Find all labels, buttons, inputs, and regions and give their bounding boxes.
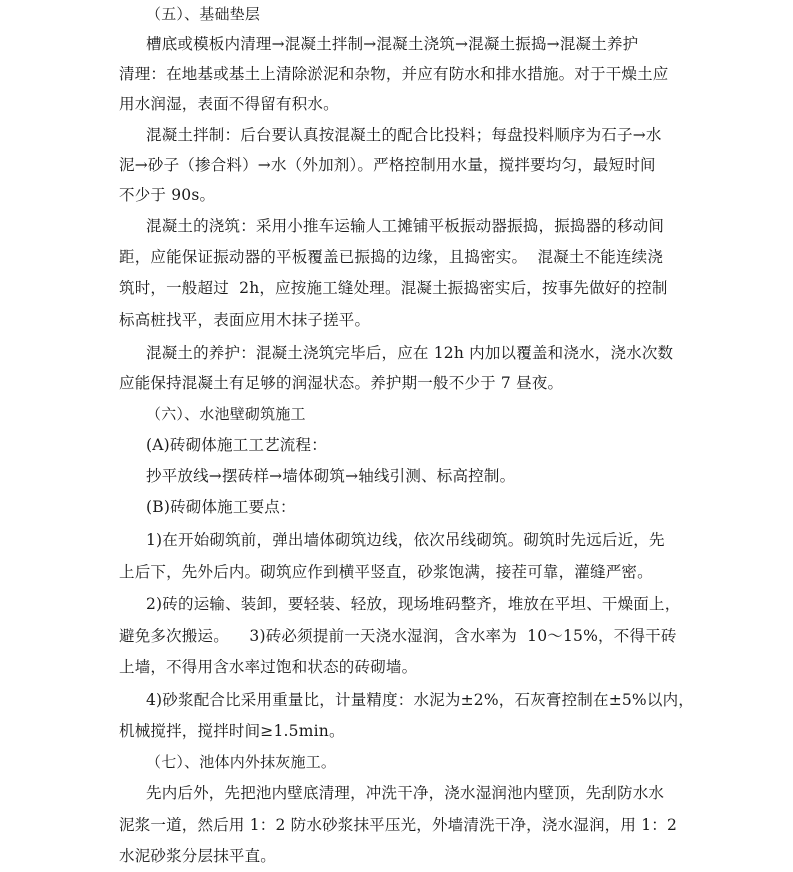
section-heading-5: （五）、基础垫层 (146, 5, 261, 23)
brick-process-title: (A)砖砌体施工工艺流程： (146, 436, 327, 454)
pouring-text-line-2: 距，应能保证振动器的平板覆盖已振捣的边缘，且捣密实。 混凝土不能连续浇 (119, 248, 664, 266)
plaster-text-line-1: 先内后外，先把池内壁底清理，冲洗干净，浇水湿润池内壁顶，先刮防水水 (146, 784, 665, 802)
point-2-line-2: 避免多次搬运。 3)砖必须提前一天浇水湿润，含水率为 10～15%，不得干砖 (119, 627, 677, 645)
process-flow-line: 槽底或模板内清理→混凝土拌制→混凝土浇筑→混凝土振捣→混凝土养护 (146, 35, 639, 53)
pouring-text-line-4: 标高桩找平，表面应用木抹子搓平。 (119, 311, 371, 329)
point-4-line-2: 机械搅拌，搅拌时间≥1.5min。 (119, 722, 345, 740)
mixing-text-line-2: 泥→砂子（掺合料）→水（外加剂）。严格控制用水量，搅拌要均匀，最短时间 (119, 156, 656, 174)
brick-points-title: (B)砖砌体施工要点： (146, 498, 296, 516)
curing-text-line-2: 应能保持混凝土有足够的润湿状态。养护期一般不少于 7 昼夜。 (119, 374, 564, 392)
pouring-text-line-1: 混凝土的浇筑：采用小推车运输人工摊铺平板振动器振捣，振捣器的移动间 (146, 217, 665, 235)
mixing-text-line-3: 不少于 90s。 (119, 186, 216, 204)
pouring-text-line-3: 筑时，一般超过 2h，应按施工缝处理。混凝土振捣密实后，按事先做好的控制 (119, 279, 668, 297)
cleaning-text-line-2: 用水润湿，表面不得留有积水。 (119, 95, 339, 113)
point-2-line-1: 2)砖的运输、装卸，要轻装、轻放，现场堆码整齐，堆放在平坦、干燥面上， (146, 595, 681, 613)
point-2-line-3: 上墙，不得用含水率过饱和状态的砖砌墙。 (119, 658, 418, 676)
point-4-line-1: 4)砂浆配合比采用重量比，计量精度：水泥为±2%，石灰膏控制在±5%以内， (146, 691, 694, 709)
point-1-line-1: 1)在开始砌筑前，弹出墙体砌筑边线，依次吊线砌筑。砌筑时先远后近，先 (146, 531, 665, 549)
cleaning-text-line-1: 清理：在地基或基土上清除淤泥和杂物，并应有防水和排水措施。对于干燥土应 (119, 65, 669, 83)
curing-text-line-1: 混凝土的养护：混凝土浇筑完毕后，应在 12h 内加以覆盖和浇水，浇水次数 (146, 344, 674, 362)
point-1-line-2: 上后下，先外后内。砌筑应作到横平竖直，砂浆饱满，接茬可靠，灌缝严密。 (119, 563, 653, 581)
section-heading-6: （六）、水池壁砌筑施工 (146, 405, 306, 423)
section-heading-7: （七）、池体内外抹灰施工。 (146, 753, 337, 771)
plaster-text-line-2: 泥浆一道，然后用 1：2 防水砂浆抹平压光，外墙清洗干净，浇水湿润，用 1：2 (119, 816, 678, 834)
mixing-text-line-1: 混凝土拌制：后台要认真按混凝土的配合比投料；每盘投料顺序为石子→水 (146, 126, 662, 144)
brick-process-flow: 抄平放线→摆砖样→墙体砌筑→轴线引测、标高控制。 (146, 467, 516, 485)
plaster-text-line-3: 水泥砂浆分层抹平直。 (119, 847, 277, 865)
